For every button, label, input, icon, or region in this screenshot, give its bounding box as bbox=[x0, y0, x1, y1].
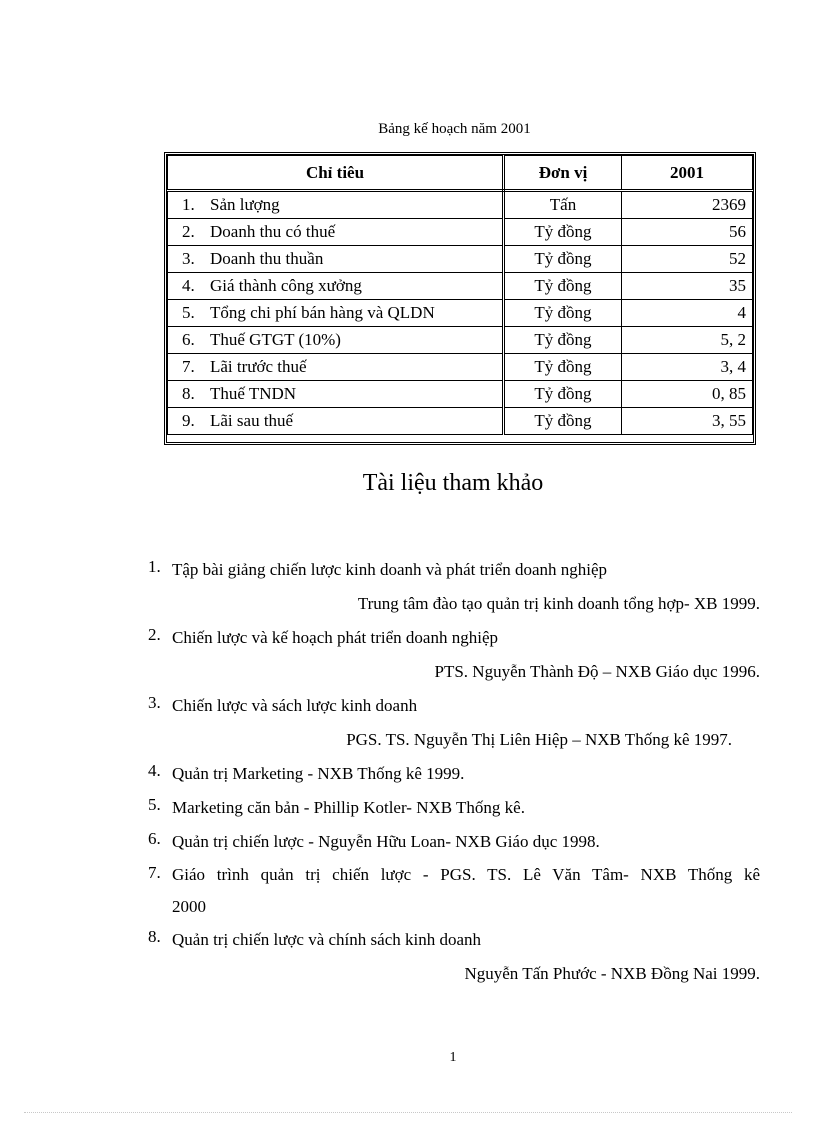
table-row bbox=[168, 273, 753, 300]
references-list bbox=[148, 553, 760, 991]
row-value: 3, 55 bbox=[622, 408, 753, 435]
row-label: Tổng chi phí bán hàng và QLDN bbox=[210, 303, 435, 322]
reference-title-continued: 2000 bbox=[172, 897, 206, 916]
row-unit: Tỷ đồng bbox=[504, 381, 622, 408]
table-header-row bbox=[168, 156, 753, 191]
row-unit: Tỷ đồng bbox=[504, 354, 622, 381]
reference-number: 7. bbox=[148, 863, 161, 882]
header-unit: Đơn vị bbox=[504, 156, 622, 191]
row-number: 1. bbox=[182, 195, 195, 214]
table-row bbox=[168, 219, 753, 246]
row-label: Lãi sau thuế bbox=[210, 411, 294, 430]
row-value: 35 bbox=[622, 273, 753, 300]
reference-number: 6. bbox=[148, 829, 161, 848]
reference-item bbox=[148, 825, 760, 859]
row-label: Sản lượng bbox=[210, 195, 280, 214]
header-year: 2001 bbox=[622, 156, 753, 191]
row-label: Thuế GTGT (10%) bbox=[210, 330, 341, 349]
reference-number: 5. bbox=[148, 795, 161, 814]
row-label: Giá thành công xưởng bbox=[210, 276, 362, 295]
reference-title: Tập bài giảng chiến lược kinh doanh và phát triển doanh nghiệp bbox=[172, 560, 608, 579]
table-caption: Bảng kế hoạch năm 2001 bbox=[378, 121, 531, 137]
reference-item bbox=[148, 923, 760, 991]
reference-source: PTS. Nguyễn Thành Độ – NXB Giáo dục 1996. bbox=[434, 662, 760, 681]
row-unit: Tỷ đồng bbox=[504, 246, 622, 273]
reference-item bbox=[148, 689, 760, 757]
reference-title: Chiến lược và kế hoạch phát triển doanh nghiệp bbox=[172, 628, 498, 647]
reference-source: Trung tâm đào tạo quản trị kinh doanh tổng hợp- XB 1999. bbox=[357, 594, 760, 613]
row-number: 6. bbox=[182, 330, 195, 349]
reference-item bbox=[148, 757, 760, 791]
reference-title: Marketing căn bản - Phillip Kotler- NXB Thống kê. bbox=[172, 798, 525, 817]
row-unit: Tỷ đồng bbox=[504, 408, 622, 435]
row-value: 56 bbox=[622, 219, 753, 246]
table-row bbox=[168, 300, 753, 327]
reference-item bbox=[148, 859, 760, 923]
page-bottom-divider bbox=[24, 1112, 792, 1113]
table-row bbox=[168, 327, 753, 354]
reference-number: 1. bbox=[148, 557, 161, 576]
row-number: 4. bbox=[182, 276, 195, 295]
row-unit: Tấn bbox=[504, 191, 622, 219]
row-number: 8. bbox=[182, 384, 195, 403]
table-row bbox=[168, 408, 753, 435]
row-label: Lãi trước thuế bbox=[210, 357, 307, 376]
reference-number: 8. bbox=[148, 927, 161, 946]
row-number: 7. bbox=[182, 357, 195, 376]
row-value: 52 bbox=[622, 246, 753, 273]
header-indicator: Chỉ tiêu bbox=[168, 156, 504, 191]
reference-item bbox=[148, 553, 760, 621]
reference-number: 3. bbox=[148, 693, 161, 712]
row-value: 0, 85 bbox=[622, 381, 753, 408]
row-number: 3. bbox=[182, 249, 195, 268]
reference-item bbox=[148, 791, 760, 825]
row-value: 5, 2 bbox=[622, 327, 753, 354]
reference-title: Giáo trình quản trị chiến lược - PGS. TS. Lê Văn Tâm- NXB Thống kê bbox=[172, 865, 760, 884]
reference-title: Quản trị Marketing - NXB Thống kê 1999. bbox=[172, 764, 465, 783]
reference-source: Nguyễn Tấn Phước - NXB Đồng Nai 1999. bbox=[464, 964, 760, 983]
page-number: 1 bbox=[449, 1050, 457, 1065]
table-row bbox=[168, 354, 753, 381]
row-value: 2369 bbox=[622, 191, 753, 219]
reference-number: 2. bbox=[148, 625, 161, 644]
row-label: Doanh thu có thuế bbox=[210, 222, 336, 241]
reference-title: Chiến lược và sách lược kinh doanh bbox=[172, 696, 418, 715]
row-number: 9. bbox=[182, 411, 195, 430]
row-unit: Tỷ đồng bbox=[504, 327, 622, 354]
row-unit: Tỷ đồng bbox=[504, 273, 622, 300]
table-row bbox=[168, 246, 753, 273]
row-label: Doanh thu thuần bbox=[210, 249, 324, 268]
references-title: Tài liệu tham khảo bbox=[362, 470, 544, 496]
row-unit: Tỷ đồng bbox=[504, 300, 622, 327]
reference-item bbox=[148, 621, 760, 689]
reference-title: Quản trị chiến lược và chính sách kinh doanh bbox=[172, 930, 482, 949]
table-row bbox=[168, 381, 753, 408]
row-value: 4 bbox=[622, 300, 753, 327]
row-label: Thuế TNDN bbox=[210, 384, 297, 403]
table-row bbox=[168, 191, 753, 219]
plan-table bbox=[164, 152, 756, 445]
reference-source: PGS. TS. Nguyễn Thị Liên Hiệp – NXB Thống kê 1997. bbox=[346, 730, 732, 749]
row-unit: Tỷ đồng bbox=[504, 219, 622, 246]
row-value: 3, 4 bbox=[622, 354, 753, 381]
row-number: 5. bbox=[182, 303, 195, 322]
row-number: 2. bbox=[182, 222, 195, 241]
reference-number: 4. bbox=[148, 761, 161, 780]
reference-title: Quản trị chiến lược - Nguyễn Hữu Loan- NXB Giáo dục 1998. bbox=[172, 832, 600, 851]
